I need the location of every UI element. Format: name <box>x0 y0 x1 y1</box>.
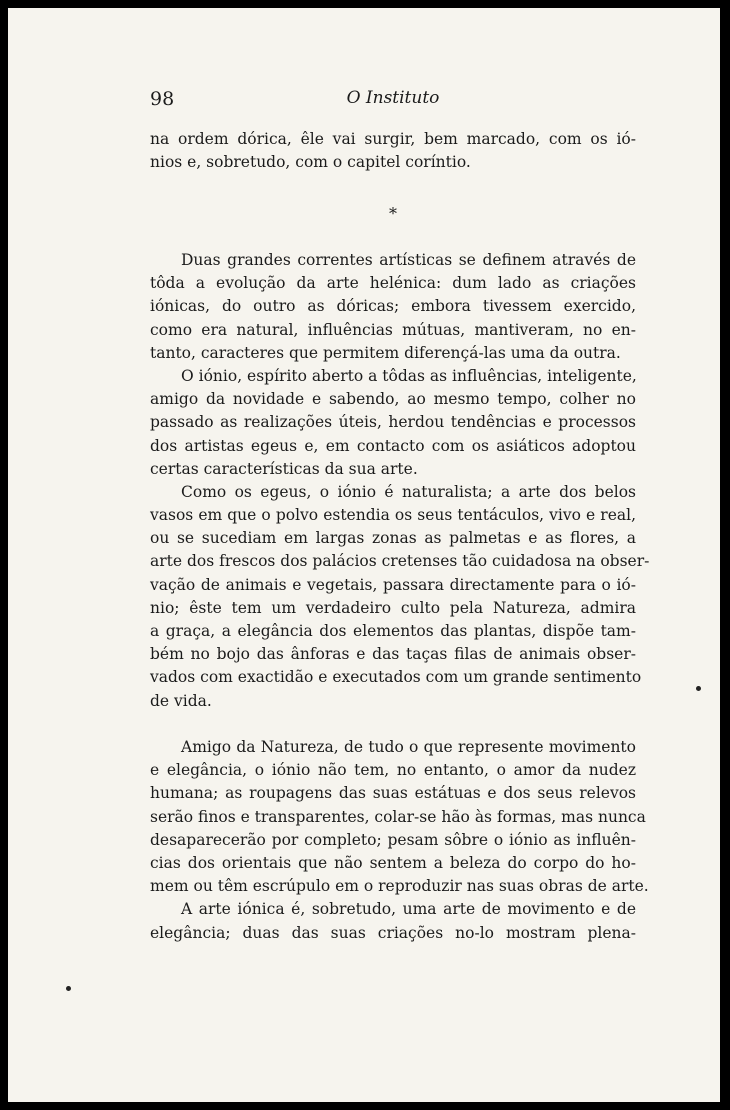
text-line: vasos em que o polvo estendia os seus tentáculos, vivo e real, <box>150 506 636 525</box>
text-line: ou se sucediam em largas zonas as palmetas e as flores, a <box>150 529 636 548</box>
text-line: nios e, sobretudo, com o capitel coríntio. <box>150 153 471 172</box>
text-line: bém no bojo das ânforas e das taças filas de animais obser- <box>150 645 636 664</box>
text-line: nio; êste tem um verdadeiro culto pela Natureza, admira <box>150 598 636 617</box>
text-line: cias dos orientais que não sentem a beleza do corpo do ho- <box>150 853 636 872</box>
text-line: serão finos e transparentes, colar-se hão às formas, mas nunca <box>150 807 646 826</box>
text-line: Amigo da Natureza, de tudo o que represente movimento <box>181 738 636 756</box>
text-line: desaparecerão por completo; pesam sôbre o iónio as influên- <box>150 830 636 849</box>
text-line: humana; as roupagens das suas estátuas e dos seus relevos <box>150 784 636 803</box>
text-line: e elegância, o iónio não tem, no entanto, o amor da nudez <box>150 761 636 780</box>
text-line: Como os egeus, o iónio é naturalista; a arte dos belos <box>181 482 636 501</box>
text-line: A arte iónica é, sobretudo, uma arte de movimento e de <box>181 900 636 919</box>
section-separator: * <box>389 204 397 223</box>
text-line: Duas grandes correntes artísticas se definem através de <box>181 251 636 269</box>
book-page <box>8 8 720 1102</box>
ink-speck <box>66 986 71 991</box>
text-block-continuation <box>150 128 636 174</box>
text-line: iónicas, do outro as dóricas; embora tivessem exercido, <box>150 297 636 316</box>
text-block-main <box>150 249 650 713</box>
running-title: O Instituto <box>346 88 440 108</box>
text-line: de vida. <box>150 691 212 710</box>
text-line: tanto, caracteres que permitem diferençá-las uma da outra. <box>150 343 621 362</box>
ink-speck <box>696 686 701 691</box>
text-line: passado as realizações úteis, herdou tendências e processos <box>150 413 636 432</box>
text-line: arte dos frescos dos palácios cretenses tão cuidadosa na obser- <box>150 552 650 571</box>
text-line: na ordem dórica, êle vai surgir, bem marcado, com os ió- <box>150 130 636 148</box>
text-line: vados com exactidão e executados com um grande sentimento <box>150 668 642 687</box>
text-line: amigo da novidade e sabendo, ao mesmo tempo, colher no <box>150 390 636 409</box>
text-line: tôda a evolução da arte helénica: dum lado as criações <box>150 274 636 293</box>
page-number: 98 <box>150 88 175 110</box>
text-line: dos artistas egeus e, em contacto com os asiáticos adoptou <box>150 436 636 455</box>
page-header <box>150 88 636 112</box>
text-line: mem ou têm escrúpulo em o reproduzir nas suas obras de arte. <box>150 877 649 896</box>
text-line: a graça, a elegância dos elementos das plantas, dispõe tam- <box>150 622 636 640</box>
text-block-end <box>150 736 649 945</box>
text-line: como era natural, influências mútuas, mantiveram, no en- <box>150 320 636 339</box>
text-line: vação de animais e vegetais, passara directamente para o ió- <box>150 575 636 594</box>
text-line: certas características da sua arte. <box>150 459 418 478</box>
text-line: O iónio, espírito aberto a tôdas as influências, inteligente, <box>181 366 637 385</box>
text-line: elegância; duas das suas criações no-lo mostram plena- <box>150 923 636 942</box>
